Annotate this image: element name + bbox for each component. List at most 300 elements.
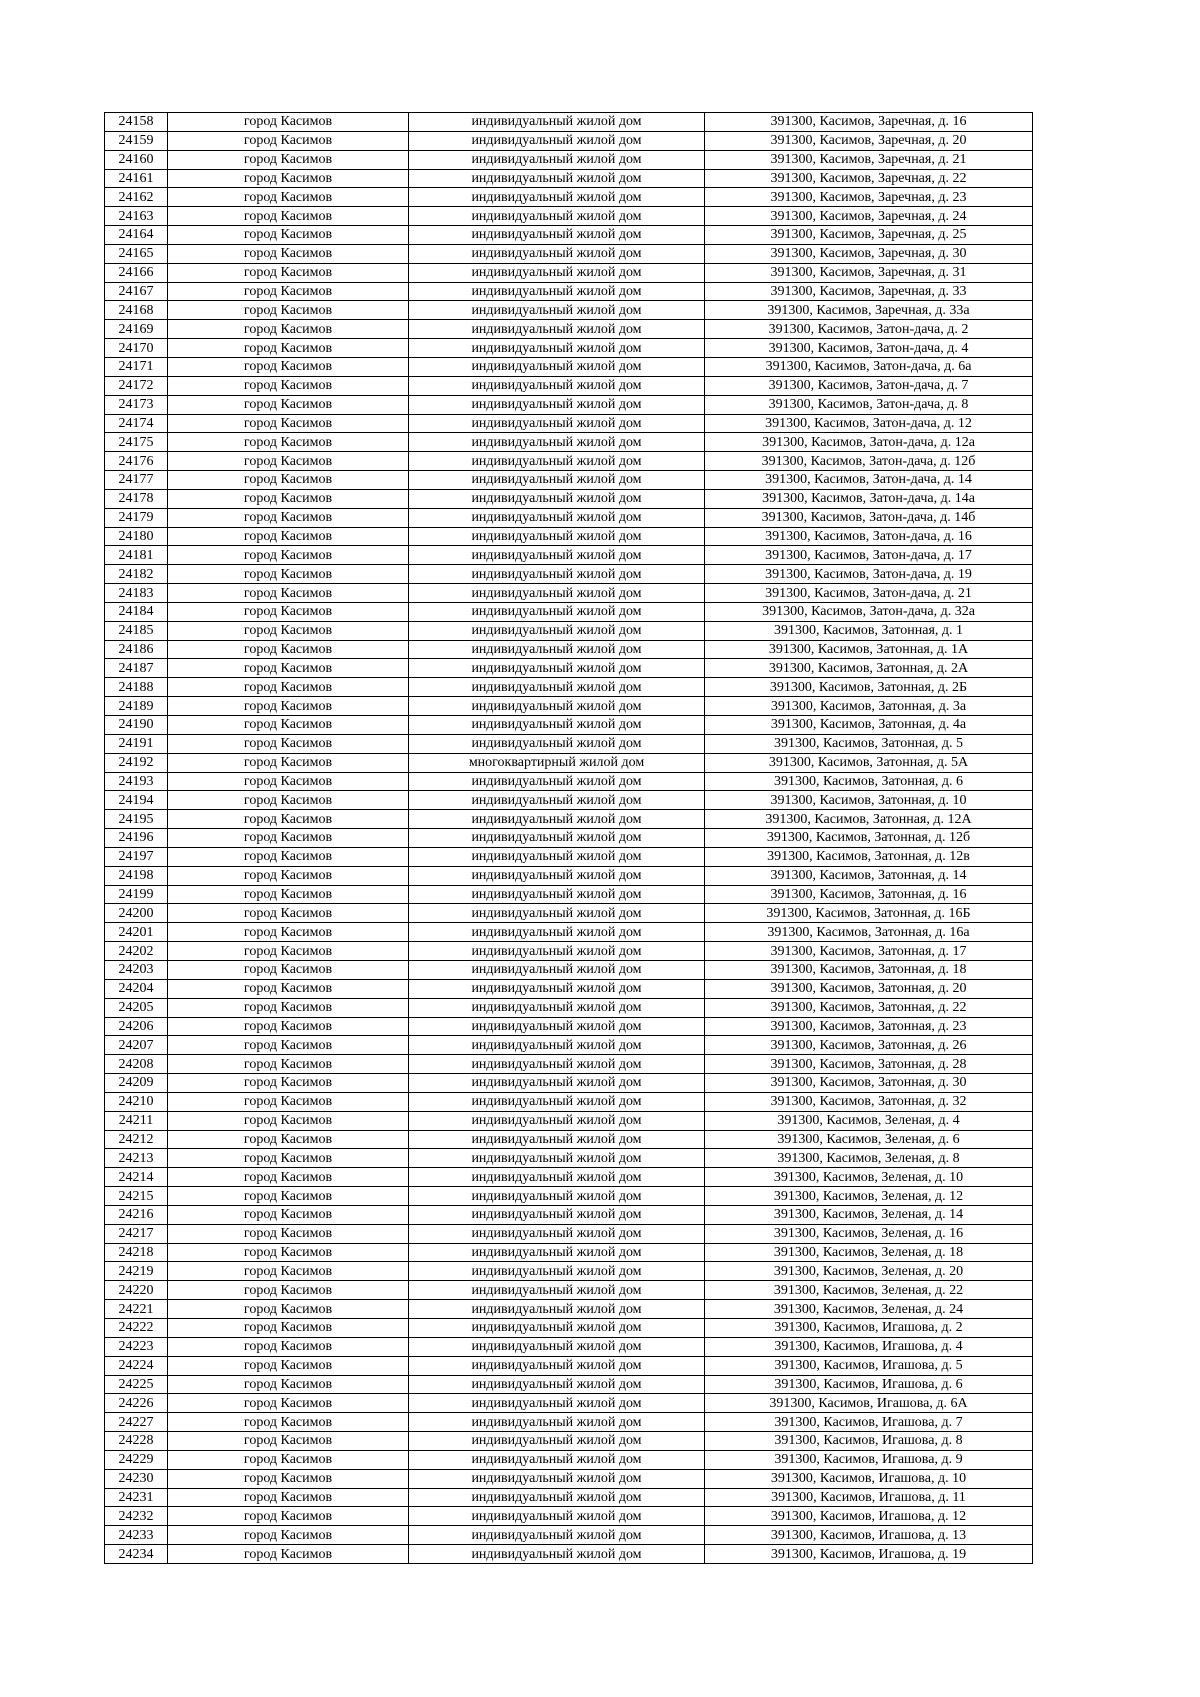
building-type-cell: индивидуальный жилой дом xyxy=(409,207,705,226)
table-row xyxy=(105,207,1033,226)
table-row xyxy=(105,414,1033,433)
locality-cell: город Касимов xyxy=(168,244,409,263)
record-number-cell: 24185 xyxy=(105,621,168,640)
locality-cell: город Касимов xyxy=(168,150,409,169)
record-number-cell: 24190 xyxy=(105,716,168,735)
record-number-cell: 24225 xyxy=(105,1375,168,1394)
locality-cell: город Касимов xyxy=(168,772,409,791)
address-cell: 391300, Касимов, Затон-дача, д. 14 xyxy=(705,471,1033,490)
building-type-cell: индивидуальный жилой дом xyxy=(409,1149,705,1168)
table-row xyxy=(105,527,1033,546)
building-type-cell: индивидуальный жилой дом xyxy=(409,979,705,998)
locality-cell: город Касимов xyxy=(168,678,409,697)
locality-cell: город Касимов xyxy=(168,584,409,603)
address-cell: 391300, Касимов, Затонная, д. 20 xyxy=(705,979,1033,998)
table-row xyxy=(105,584,1033,603)
locality-cell: город Касимов xyxy=(168,169,409,188)
table-row xyxy=(105,602,1033,621)
table-row xyxy=(105,1507,1033,1526)
table-row xyxy=(105,1319,1033,1338)
address-cell: 391300, Касимов, Затонная, д. 26 xyxy=(705,1036,1033,1055)
record-number-cell: 24206 xyxy=(105,1017,168,1036)
building-type-cell: индивидуальный жилой дом xyxy=(409,1356,705,1375)
record-number-cell: 24203 xyxy=(105,960,168,979)
record-number-cell: 24166 xyxy=(105,263,168,282)
address-cell: 391300, Касимов, Затон-дача, д. 7 xyxy=(705,376,1033,395)
table-row xyxy=(105,1413,1033,1432)
building-type-cell: индивидуальный жилой дом xyxy=(409,885,705,904)
address-cell: 391300, Касимов, Заречная, д. 21 xyxy=(705,150,1033,169)
table-row xyxy=(105,1149,1033,1168)
record-number-cell: 24232 xyxy=(105,1507,168,1526)
table-row xyxy=(105,810,1033,829)
address-cell: 391300, Касимов, Затонная, д. 10 xyxy=(705,791,1033,810)
record-number-cell: 24230 xyxy=(105,1469,168,1488)
table-row xyxy=(105,452,1033,471)
building-type-cell: индивидуальный жилой дом xyxy=(409,301,705,320)
table-row xyxy=(105,1488,1033,1507)
record-number-cell: 24220 xyxy=(105,1281,168,1300)
table-row xyxy=(105,1375,1033,1394)
table-row xyxy=(105,263,1033,282)
table-row xyxy=(105,282,1033,301)
record-number-cell: 24175 xyxy=(105,433,168,452)
table-row xyxy=(105,433,1033,452)
table-row xyxy=(105,1337,1033,1356)
address-cell: 391300, Касимов, Затонная, д. 28 xyxy=(705,1055,1033,1074)
address-cell: 391300, Касимов, Заречная, д. 30 xyxy=(705,244,1033,263)
table-body xyxy=(105,113,1033,1564)
locality-cell: город Касимов xyxy=(168,904,409,923)
table-row xyxy=(105,885,1033,904)
locality-cell: город Касимов xyxy=(168,1205,409,1224)
locality-cell: город Касимов xyxy=(168,753,409,772)
building-type-cell: индивидуальный жилой дом xyxy=(409,1262,705,1281)
building-type-cell: индивидуальный жилой дом xyxy=(409,960,705,979)
record-number-cell: 24199 xyxy=(105,885,168,904)
record-number-cell: 24210 xyxy=(105,1092,168,1111)
table-row xyxy=(105,659,1033,678)
record-number-cell: 24231 xyxy=(105,1488,168,1507)
record-number-cell: 24193 xyxy=(105,772,168,791)
record-number-cell: 24181 xyxy=(105,546,168,565)
building-type-cell: индивидуальный жилой дом xyxy=(409,1394,705,1413)
building-type-cell: индивидуальный жилой дом xyxy=(409,678,705,697)
building-type-cell: индивидуальный жилой дом xyxy=(409,621,705,640)
address-cell: 391300, Касимов, Зеленая, д. 8 xyxy=(705,1149,1033,1168)
building-type-cell: индивидуальный жилой дом xyxy=(409,923,705,942)
building-type-cell: индивидуальный жилой дом xyxy=(409,829,705,848)
locality-cell: город Касимов xyxy=(168,1545,409,1564)
record-number-cell: 24165 xyxy=(105,244,168,263)
building-type-cell: индивидуальный жилой дом xyxy=(409,1319,705,1338)
locality-cell: город Касимов xyxy=(168,1074,409,1093)
building-type-cell: индивидуальный жилой дом xyxy=(409,1243,705,1262)
address-cell: 391300, Касимов, Затонная, д. 23 xyxy=(705,1017,1033,1036)
record-number-cell: 24219 xyxy=(105,1262,168,1281)
building-type-cell: индивидуальный жилой дом xyxy=(409,659,705,678)
locality-cell: город Касимов xyxy=(168,1300,409,1319)
address-cell: 391300, Касимов, Зеленая, д. 12 xyxy=(705,1187,1033,1206)
address-cell: 391300, Касимов, Зеленая, д. 6 xyxy=(705,1130,1033,1149)
building-type-cell: индивидуальный жилой дом xyxy=(409,508,705,527)
table-row xyxy=(105,1130,1033,1149)
table-row xyxy=(105,320,1033,339)
table-row xyxy=(105,226,1033,245)
address-cell: 391300, Касимов, Игашова, д. 11 xyxy=(705,1488,1033,1507)
locality-cell: город Касимов xyxy=(168,1092,409,1111)
table-row xyxy=(105,998,1033,1017)
building-type-cell: индивидуальный жилой дом xyxy=(409,1205,705,1224)
record-number-cell: 24213 xyxy=(105,1149,168,1168)
address-cell: 391300, Касимов, Игашова, д. 9 xyxy=(705,1450,1033,1469)
address-cell: 391300, Касимов, Затонная, д. 2Б xyxy=(705,678,1033,697)
building-type-cell: индивидуальный жилой дом xyxy=(409,1488,705,1507)
address-cell: 391300, Касимов, Затон-дача, д. 21 xyxy=(705,584,1033,603)
building-type-cell: индивидуальный жилой дом xyxy=(409,339,705,358)
locality-cell: город Касимов xyxy=(168,1149,409,1168)
address-cell: 391300, Касимов, Затонная, д. 14 xyxy=(705,866,1033,885)
record-number-cell: 24229 xyxy=(105,1450,168,1469)
locality-cell: город Касимов xyxy=(168,697,409,716)
table-row xyxy=(105,753,1033,772)
table-row xyxy=(105,734,1033,753)
locality-cell: город Касимов xyxy=(168,810,409,829)
record-number-cell: 24172 xyxy=(105,376,168,395)
table-row xyxy=(105,847,1033,866)
building-type-cell: индивидуальный жилой дом xyxy=(409,1055,705,1074)
table-row xyxy=(105,150,1033,169)
address-cell: 391300, Касимов, Затон-дача, д. 6а xyxy=(705,357,1033,376)
record-number-cell: 24214 xyxy=(105,1168,168,1187)
record-number-cell: 24191 xyxy=(105,734,168,753)
address-cell: 391300, Касимов, Затон-дача, д. 19 xyxy=(705,565,1033,584)
locality-cell: город Касимов xyxy=(168,960,409,979)
table-row xyxy=(105,1450,1033,1469)
building-type-cell: индивидуальный жилой дом xyxy=(409,546,705,565)
locality-cell: город Касимов xyxy=(168,1262,409,1281)
address-cell: 391300, Касимов, Игашова, д. 6 xyxy=(705,1375,1033,1394)
address-cell: 391300, Касимов, Затонная, д. 32 xyxy=(705,1092,1033,1111)
address-cell: 391300, Касимов, Игашова, д. 6А xyxy=(705,1394,1033,1413)
address-cell: 391300, Касимов, Затон-дача, д. 16 xyxy=(705,527,1033,546)
record-number-cell: 24176 xyxy=(105,452,168,471)
address-cell: 391300, Касимов, Игашова, д. 13 xyxy=(705,1526,1033,1545)
building-type-cell: индивидуальный жилой дом xyxy=(409,395,705,414)
address-cell: 391300, Касимов, Затонная, д. 2А xyxy=(705,659,1033,678)
address-cell: 391300, Касимов, Затонная, д. 16Б xyxy=(705,904,1033,923)
table-row xyxy=(105,1055,1033,1074)
locality-cell: город Касимов xyxy=(168,339,409,358)
table-row xyxy=(105,301,1033,320)
record-number-cell: 24173 xyxy=(105,395,168,414)
building-type-cell: индивидуальный жилой дом xyxy=(409,640,705,659)
locality-cell: город Касимов xyxy=(168,1036,409,1055)
table-row xyxy=(105,678,1033,697)
table-row xyxy=(105,621,1033,640)
table-row xyxy=(105,1394,1033,1413)
building-type-cell: индивидуальный жилой дом xyxy=(409,584,705,603)
record-number-cell: 24164 xyxy=(105,226,168,245)
record-number-cell: 24227 xyxy=(105,1413,168,1432)
table-row xyxy=(105,244,1033,263)
record-number-cell: 24180 xyxy=(105,527,168,546)
record-number-cell: 24162 xyxy=(105,188,168,207)
address-cell: 391300, Касимов, Заречная, д. 33а xyxy=(705,301,1033,320)
locality-cell: город Касимов xyxy=(168,979,409,998)
building-type-cell: индивидуальный жилой дом xyxy=(409,1432,705,1451)
locality-cell: город Касимов xyxy=(168,508,409,527)
table-row xyxy=(105,489,1033,508)
address-cell: 391300, Касимов, Затонная, д. 1 xyxy=(705,621,1033,640)
address-cell: 391300, Касимов, Затон-дача, д. 17 xyxy=(705,546,1033,565)
address-cell: 391300, Касимов, Затонная, д. 17 xyxy=(705,942,1033,961)
record-number-cell: 24179 xyxy=(105,508,168,527)
building-type-cell: индивидуальный жилой дом xyxy=(409,282,705,301)
table-row xyxy=(105,960,1033,979)
table-row xyxy=(105,1356,1033,1375)
record-number-cell: 24226 xyxy=(105,1394,168,1413)
table-row xyxy=(105,716,1033,735)
address-cell: 391300, Касимов, Затонная, д. 12в xyxy=(705,847,1033,866)
address-cell: 391300, Касимов, Зеленая, д. 14 xyxy=(705,1205,1033,1224)
locality-cell: город Касимов xyxy=(168,489,409,508)
table-row xyxy=(105,113,1033,132)
address-cell: 391300, Касимов, Затонная, д. 1А xyxy=(705,640,1033,659)
address-cell: 391300, Касимов, Игашова, д. 4 xyxy=(705,1337,1033,1356)
table-row xyxy=(105,1187,1033,1206)
building-type-cell: индивидуальный жилой дом xyxy=(409,1300,705,1319)
locality-cell: город Касимов xyxy=(168,188,409,207)
address-cell: 391300, Касимов, Затонная, д. 16а xyxy=(705,923,1033,942)
building-type-cell: индивидуальный жилой дом xyxy=(409,376,705,395)
locality-cell: город Касимов xyxy=(168,1375,409,1394)
record-number-cell: 24158 xyxy=(105,113,168,132)
address-cell: 391300, Касимов, Игашова, д. 19 xyxy=(705,1545,1033,1564)
locality-cell: город Касимов xyxy=(168,1450,409,1469)
address-cell: 391300, Касимов, Заречная, д. 31 xyxy=(705,263,1033,282)
record-number-cell: 24169 xyxy=(105,320,168,339)
building-type-cell: индивидуальный жилой дом xyxy=(409,810,705,829)
building-type-cell: индивидуальный жилой дом xyxy=(409,150,705,169)
building-type-cell: индивидуальный жилой дом xyxy=(409,471,705,490)
table-row xyxy=(105,923,1033,942)
table-row xyxy=(105,357,1033,376)
record-number-cell: 24170 xyxy=(105,339,168,358)
locality-cell: город Касимов xyxy=(168,207,409,226)
locality-cell: город Касимов xyxy=(168,395,409,414)
table-row xyxy=(105,546,1033,565)
table-row xyxy=(105,1243,1033,1262)
locality-cell: город Касимов xyxy=(168,1281,409,1300)
address-cell: 391300, Касимов, Затон-дача, д. 32а xyxy=(705,602,1033,621)
address-cell: 391300, Касимов, Затонная, д. 12А xyxy=(705,810,1033,829)
building-type-cell: многоквартирный жилой дом xyxy=(409,753,705,772)
record-number-cell: 24207 xyxy=(105,1036,168,1055)
table-row xyxy=(105,1526,1033,1545)
record-number-cell: 24161 xyxy=(105,169,168,188)
locality-cell: город Касимов xyxy=(168,320,409,339)
address-cell: 391300, Касимов, Затонная, д. 3а xyxy=(705,697,1033,716)
table-row xyxy=(105,1205,1033,1224)
record-number-cell: 24216 xyxy=(105,1205,168,1224)
building-type-cell: индивидуальный жилой дом xyxy=(409,942,705,961)
building-type-cell: индивидуальный жилой дом xyxy=(409,602,705,621)
locality-cell: город Касимов xyxy=(168,1507,409,1526)
table-row xyxy=(105,942,1033,961)
record-number-cell: 24201 xyxy=(105,923,168,942)
table-row xyxy=(105,131,1033,150)
building-type-cell: индивидуальный жилой дом xyxy=(409,734,705,753)
record-number-cell: 24211 xyxy=(105,1111,168,1130)
building-type-cell: индивидуальный жилой дом xyxy=(409,847,705,866)
address-cell: 391300, Касимов, Затон-дача, д. 2 xyxy=(705,320,1033,339)
locality-cell: город Касимов xyxy=(168,1432,409,1451)
locality-cell: город Касимов xyxy=(168,452,409,471)
record-number-cell: 24202 xyxy=(105,942,168,961)
address-cell: 391300, Касимов, Заречная, д. 22 xyxy=(705,169,1033,188)
record-number-cell: 24208 xyxy=(105,1055,168,1074)
locality-cell: город Касимов xyxy=(168,1394,409,1413)
address-cell: 391300, Касимов, Зеленая, д. 16 xyxy=(705,1224,1033,1243)
building-type-cell: индивидуальный жилой дом xyxy=(409,131,705,150)
building-type-cell: индивидуальный жилой дом xyxy=(409,169,705,188)
address-cell: 391300, Касимов, Затон-дача, д. 12 xyxy=(705,414,1033,433)
record-number-cell: 24187 xyxy=(105,659,168,678)
locality-cell: город Касимов xyxy=(168,263,409,282)
locality-cell: город Касимов xyxy=(168,923,409,942)
address-cell: 391300, Касимов, Заречная, д. 33 xyxy=(705,282,1033,301)
address-cell: 391300, Касимов, Зеленая, д. 22 xyxy=(705,1281,1033,1300)
table-row xyxy=(105,791,1033,810)
table-row xyxy=(105,1017,1033,1036)
address-cell: 391300, Касимов, Затон-дача, д. 12б xyxy=(705,452,1033,471)
locality-cell: город Касимов xyxy=(168,791,409,810)
table-row xyxy=(105,866,1033,885)
table-row xyxy=(105,339,1033,358)
record-number-cell: 24221 xyxy=(105,1300,168,1319)
record-number-cell: 24171 xyxy=(105,357,168,376)
locality-cell: город Касимов xyxy=(168,1337,409,1356)
building-type-cell: индивидуальный жилой дом xyxy=(409,1036,705,1055)
locality-cell: город Касимов xyxy=(168,131,409,150)
locality-cell: город Касимов xyxy=(168,866,409,885)
address-cell: 391300, Касимов, Затонная, д. 6 xyxy=(705,772,1033,791)
record-number-cell: 24178 xyxy=(105,489,168,508)
locality-cell: город Касимов xyxy=(168,621,409,640)
building-type-cell: индивидуальный жилой дом xyxy=(409,1413,705,1432)
record-number-cell: 24192 xyxy=(105,753,168,772)
record-number-cell: 24196 xyxy=(105,829,168,848)
table-row xyxy=(105,640,1033,659)
building-type-cell: индивидуальный жилой дом xyxy=(409,1168,705,1187)
locality-cell: город Касимов xyxy=(168,1413,409,1432)
address-cell: 391300, Касимов, Игашова, д. 7 xyxy=(705,1413,1033,1432)
record-number-cell: 24159 xyxy=(105,131,168,150)
address-cell: 391300, Касимов, Затонная, д. 22 xyxy=(705,998,1033,1017)
record-number-cell: 24194 xyxy=(105,791,168,810)
locality-cell: город Касимов xyxy=(168,1168,409,1187)
building-type-cell: индивидуальный жилой дом xyxy=(409,1469,705,1488)
address-cell: 391300, Касимов, Заречная, д. 24 xyxy=(705,207,1033,226)
table-row xyxy=(105,772,1033,791)
address-cell: 391300, Касимов, Заречная, д. 23 xyxy=(705,188,1033,207)
locality-cell: город Касимов xyxy=(168,602,409,621)
table-row xyxy=(105,1092,1033,1111)
building-type-cell: индивидуальный жилой дом xyxy=(409,1281,705,1300)
record-number-cell: 24189 xyxy=(105,697,168,716)
table-row xyxy=(105,1300,1033,1319)
record-number-cell: 24177 xyxy=(105,471,168,490)
building-type-cell: индивидуальный жилой дом xyxy=(409,1337,705,1356)
building-type-cell: индивидуальный жилой дом xyxy=(409,904,705,923)
building-type-cell: индивидуальный жилой дом xyxy=(409,1375,705,1394)
record-number-cell: 24215 xyxy=(105,1187,168,1206)
building-type-cell: индивидуальный жилой дом xyxy=(409,1224,705,1243)
locality-cell: город Касимов xyxy=(168,565,409,584)
building-type-cell: индивидуальный жилой дом xyxy=(409,1507,705,1526)
record-number-cell: 24163 xyxy=(105,207,168,226)
address-cell: 391300, Касимов, Затонная, д. 12б xyxy=(705,829,1033,848)
locality-cell: город Касимов xyxy=(168,1187,409,1206)
building-type-cell: индивидуальный жилой дом xyxy=(409,1111,705,1130)
address-cell: 391300, Касимов, Заречная, д. 20 xyxy=(705,131,1033,150)
locality-cell: город Касимов xyxy=(168,433,409,452)
locality-cell: город Касимов xyxy=(168,659,409,678)
table-row xyxy=(105,1545,1033,1564)
building-type-cell: индивидуальный жилой дом xyxy=(409,320,705,339)
table-row xyxy=(105,1224,1033,1243)
locality-cell: город Касимов xyxy=(168,113,409,132)
address-cell: 391300, Касимов, Игашова, д. 10 xyxy=(705,1469,1033,1488)
building-type-cell: индивидуальный жилой дом xyxy=(409,1130,705,1149)
table-row xyxy=(105,1036,1033,1055)
locality-cell: город Касимов xyxy=(168,1055,409,1074)
locality-cell: город Касимов xyxy=(168,301,409,320)
building-type-cell: индивидуальный жилой дом xyxy=(409,772,705,791)
record-number-cell: 24160 xyxy=(105,150,168,169)
locality-cell: город Касимов xyxy=(168,1130,409,1149)
building-type-cell: индивидуальный жилой дом xyxy=(409,433,705,452)
address-cell: 391300, Касимов, Заречная, д. 25 xyxy=(705,226,1033,245)
building-type-cell: индивидуальный жилой дом xyxy=(409,1545,705,1564)
table-row xyxy=(105,1281,1033,1300)
table-row xyxy=(105,979,1033,998)
record-number-cell: 24217 xyxy=(105,1224,168,1243)
locality-cell: город Касимов xyxy=(168,829,409,848)
locality-cell: город Касимов xyxy=(168,998,409,1017)
address-cell: 391300, Касимов, Затон-дача, д. 14а xyxy=(705,489,1033,508)
locality-cell: город Касимов xyxy=(168,1111,409,1130)
record-number-cell: 24224 xyxy=(105,1356,168,1375)
table-row xyxy=(105,697,1033,716)
record-number-cell: 24204 xyxy=(105,979,168,998)
table-row xyxy=(105,1262,1033,1281)
record-number-cell: 24209 xyxy=(105,1074,168,1093)
building-type-cell: индивидуальный жилой дом xyxy=(409,414,705,433)
building-type-cell: индивидуальный жилой дом xyxy=(409,1074,705,1093)
building-type-cell: индивидуальный жилой дом xyxy=(409,1450,705,1469)
locality-cell: город Касимов xyxy=(168,640,409,659)
address-cell: 391300, Касимов, Затонная, д. 4а xyxy=(705,716,1033,735)
record-number-cell: 24182 xyxy=(105,565,168,584)
record-number-cell: 24228 xyxy=(105,1432,168,1451)
address-cell: 391300, Касимов, Игашова, д. 5 xyxy=(705,1356,1033,1375)
locality-cell: город Касимов xyxy=(168,546,409,565)
building-type-cell: индивидуальный жилой дом xyxy=(409,998,705,1017)
record-number-cell: 24234 xyxy=(105,1545,168,1564)
building-type-cell: индивидуальный жилой дом xyxy=(409,113,705,132)
